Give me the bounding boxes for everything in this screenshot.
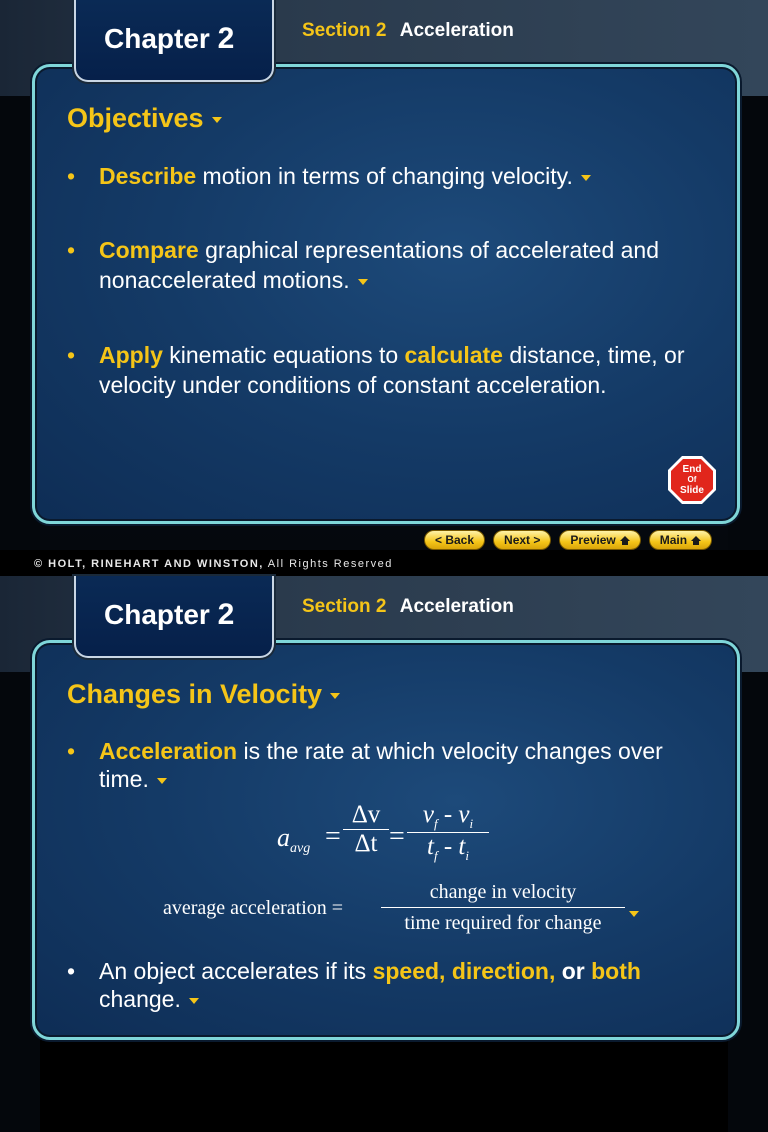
fraction-numerator: change in velocity [381, 877, 625, 908]
home-icon [620, 536, 630, 545]
bullet-text: motion in terms of changing velocity. [196, 163, 573, 189]
equals-sign: = [389, 821, 405, 852]
main-button[interactable] [649, 530, 712, 550]
fraction-numerator: $v_f - v_i$ [407, 801, 489, 833]
heading-text: Changes in Velocity [67, 679, 323, 709]
advance-arrow-icon[interactable] [212, 117, 222, 123]
content-panel [32, 640, 740, 1040]
section-topic: Acceleration [399, 20, 514, 41]
fraction-numerator: Δv [343, 801, 389, 830]
variable-fraction [407, 801, 489, 864]
chapter-label: Chapter [104, 599, 210, 630]
bullet-keyword: Compare [99, 237, 199, 263]
section-label: Section 2 [302, 596, 387, 617]
bullet-keyword: Acceleration [99, 738, 238, 764]
section-title [302, 596, 514, 618]
bullet-text: kinematic equations to [162, 342, 405, 368]
fraction-denominator: Δt [354, 830, 378, 857]
bullet-dot-icon: • [67, 163, 76, 189]
heading-text: Objectives [67, 103, 204, 133]
bullet-text: is the rate at which velocity changes over time. [99, 738, 663, 792]
bullet-keyword: both [591, 958, 641, 984]
chapter-number: 2 [217, 598, 235, 631]
back-button[interactable]: < Back [424, 530, 485, 550]
advance-arrow-icon[interactable] [629, 911, 639, 917]
word-equation-lhs: average acceleration = [163, 897, 344, 919]
chapter-tab [74, 0, 274, 82]
chapter-tab [74, 576, 274, 658]
chapter-title [104, 598, 234, 632]
stop-sign-text: End [682, 464, 702, 475]
copyright-notice [34, 558, 393, 570]
stop-sign-text: Slide [680, 485, 704, 496]
chapter-title [104, 22, 234, 56]
fraction-denominator: $t_f - t_i$ [427, 833, 469, 863]
bullet-item [67, 340, 707, 400]
stop-sign-text: Of [687, 475, 697, 484]
bullet-keyword: calculate [404, 342, 503, 368]
bullet-dot-icon: • [67, 237, 76, 263]
slide-heading [67, 103, 222, 134]
chapter-label: Chapter [104, 23, 210, 54]
preview-button[interactable] [559, 530, 640, 550]
bullet-keyword: speed, direction, [372, 958, 556, 984]
bullet-keyword: Apply [99, 342, 163, 368]
section-topic: Acceleration [399, 596, 514, 617]
bullet-text: An object accelerates if its [99, 958, 373, 984]
bullet-item [67, 957, 707, 1013]
bullet-text: graphical representations of accelerated and nonaccelerated motions. [99, 237, 659, 293]
nav-bar [424, 530, 712, 552]
home-icon [691, 536, 701, 545]
copyright-brand: © HOLT, RINEHART AND WINSTON, [34, 558, 264, 570]
section-title [302, 20, 514, 42]
bullet-keyword: Describe [99, 163, 197, 189]
bullet-text: distance, time, or velocity under conditions of constant acceleration. [99, 342, 685, 398]
bullet-dot-icon: • [67, 342, 76, 368]
equation-lhs: $a_{avg}$ [277, 823, 311, 857]
fraction-denominator: time required for change [404, 912, 602, 934]
slide-changes-in-velocity [0, 576, 768, 1024]
equals-sign: = [325, 821, 341, 852]
end-of-slide-icon[interactable] [667, 455, 717, 505]
main-label: Main [659, 533, 688, 547]
bullet-item [67, 161, 707, 191]
advance-arrow-icon[interactable] [581, 175, 591, 181]
section-label: Section 2 [302, 20, 387, 41]
next-button[interactable]: Next > [493, 530, 551, 550]
advance-arrow-icon[interactable] [358, 279, 368, 285]
bullet-dot-icon: • [67, 958, 76, 984]
chapter-number: 2 [217, 22, 235, 55]
bullet-dot-icon: • [67, 738, 76, 764]
preview-label: Preview [570, 533, 616, 547]
bullet-text: change. [99, 986, 181, 1012]
bullet-item [67, 235, 707, 295]
delta-fraction [343, 801, 389, 858]
copyright-rest: All Rights Reserved [263, 558, 393, 570]
content-panel [32, 64, 740, 524]
bullet-text: or [555, 958, 592, 984]
advance-arrow-icon[interactable] [189, 998, 199, 1004]
word-fraction [381, 877, 625, 938]
